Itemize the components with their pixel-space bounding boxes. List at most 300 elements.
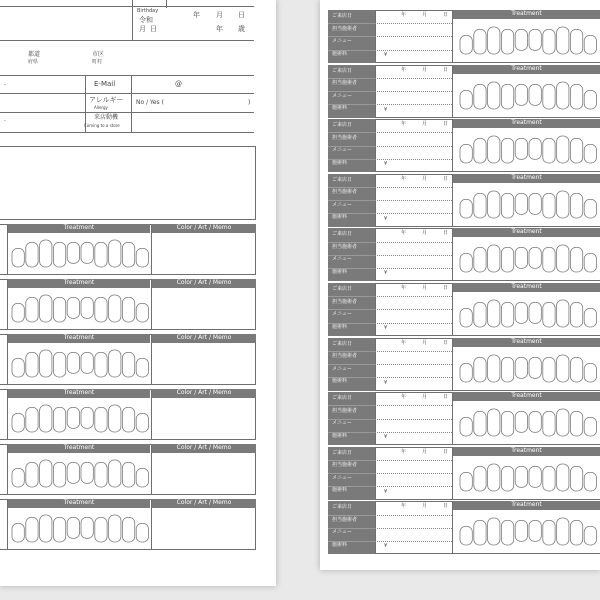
nail-outline: [40, 240, 52, 267]
date-year: 年: [401, 121, 407, 128]
nail-outline: [584, 472, 596, 491]
nail-diagram: [10, 292, 148, 322]
rule: [151, 224, 152, 275]
treatment-header: Treatment: [453, 283, 600, 292]
right-treatment-row[interactable]: [328, 228, 600, 281]
nail-outline: [460, 145, 472, 164]
price-yen: ¥: [384, 543, 388, 550]
dotted-rule: [375, 309, 452, 310]
nail-outline: [81, 297, 93, 318]
row-label: ご来店日: [332, 122, 353, 129]
rule: [328, 213, 375, 214]
treatment-header: Treatment: [8, 279, 150, 288]
right-treatment-row[interactable]: [328, 447, 600, 500]
nail-outline: [529, 521, 541, 542]
nail-outline: [26, 517, 38, 542]
nail-outline: [95, 407, 107, 432]
nail-outline: [460, 363, 472, 382]
row-label: 担当施術者: [332, 353, 358, 360]
rule: [328, 200, 375, 201]
date-month: 月: [422, 503, 428, 510]
nail-outline: [122, 462, 134, 487]
date-day: 日: [443, 285, 449, 291]
rule: [328, 377, 375, 378]
nail-outline: [584, 145, 596, 164]
choson-label: 町村: [92, 59, 103, 65]
nail-outline: [529, 29, 541, 50]
rule: [328, 78, 375, 79]
treatment-header: Treatment: [453, 392, 600, 401]
nail-outline: [109, 240, 121, 267]
nail-outline: [122, 242, 134, 267]
nail-outline: [570, 357, 582, 382]
nail-outline: [570, 466, 582, 491]
nail-outline: [515, 302, 527, 323]
rule: [328, 159, 375, 160]
nail-outline: [136, 468, 148, 487]
rule: [328, 268, 375, 269]
nail-outline: [529, 466, 541, 487]
nail-outline: [570, 139, 582, 164]
rule: [328, 473, 375, 474]
nail-outline: [557, 355, 569, 382]
rule: [328, 23, 375, 24]
nail-outline: [109, 295, 121, 322]
memo-header: Color / Art / Memo: [152, 499, 256, 508]
rule: [151, 334, 152, 385]
nail-outline: [40, 405, 52, 432]
nail-outline: [53, 462, 65, 487]
dotted-rule: [375, 36, 452, 37]
nail-outline: [488, 355, 500, 382]
nail-outline: [53, 242, 65, 267]
date-month: 月: [422, 230, 428, 237]
nail-outline: [122, 352, 134, 377]
nail-outline: [529, 412, 541, 433]
nail-outline: [570, 302, 582, 327]
dotted-rule: [375, 296, 452, 297]
row-label: 担当施術者: [332, 516, 358, 523]
left-treatment-row[interactable]: [0, 279, 256, 330]
row-label: ご来店日: [332, 504, 353, 511]
price-yen: ¥: [384, 379, 388, 386]
nail-outline: [543, 412, 555, 437]
right-treatment-row[interactable]: [328, 283, 600, 336]
row-label: ご来店日: [332, 449, 353, 456]
date-year: 年: [401, 394, 407, 401]
nail-outline: [67, 352, 79, 373]
dotted-rule: [375, 91, 452, 92]
dotted-rule: [375, 213, 452, 214]
nail-outline: [515, 521, 527, 542]
nail-outline: [488, 300, 500, 327]
dotted-rule: [375, 78, 452, 79]
dotted-rule: [375, 419, 452, 420]
month-label-2: 月: [216, 11, 223, 19]
day-label-2: 日: [238, 11, 245, 19]
nail-outline: [515, 248, 527, 269]
row-label: メニュー: [332, 420, 353, 427]
nail-outline: [474, 248, 486, 273]
nail-outline: [136, 523, 148, 542]
price-yen: ¥: [384, 106, 388, 113]
nail-outline: [501, 412, 513, 437]
dotted-rule: [375, 460, 452, 461]
rule: [328, 419, 375, 420]
rule: [7, 499, 8, 550]
date-month: 月: [422, 121, 428, 128]
date-year: 年: [401, 285, 407, 291]
rule: [328, 309, 375, 310]
nail-outline: [53, 517, 65, 542]
nail-outline: [81, 517, 93, 538]
nail-outline: [474, 193, 486, 218]
nail-diagram: [458, 515, 596, 545]
nail-outline: [81, 462, 93, 483]
nail-outline: [570, 248, 582, 273]
nail-outline: [12, 468, 24, 487]
nail-outline: [570, 193, 582, 218]
nail-outline: [501, 248, 513, 273]
nail-outline: [12, 358, 24, 377]
rule: [328, 146, 375, 147]
right-treatment-record: [320, 0, 600, 570]
nail-outline: [460, 472, 472, 491]
nail-outline: [460, 308, 472, 327]
price-yen: ¥: [384, 52, 388, 58]
nail-outline: [501, 357, 513, 382]
rule: [328, 432, 375, 433]
nail-outline: [460, 35, 472, 54]
rule: [328, 405, 375, 406]
nail-outline: [474, 84, 486, 109]
row-label: 担当施術者: [332, 189, 358, 196]
rule: [7, 389, 8, 440]
row-label: 担当施術者: [332, 407, 358, 414]
nail-outline: [557, 518, 569, 545]
nail-diagram: [10, 512, 148, 542]
memo-box[interactable]: [0, 146, 256, 220]
nail-outline: [515, 193, 527, 214]
nail-outline: [501, 302, 513, 327]
nail-outline: [53, 407, 65, 432]
nail-outline: [570, 521, 582, 546]
nail-outline: [501, 521, 513, 546]
nail-outline: [570, 84, 582, 109]
date-month: 月: [422, 12, 428, 18]
nail-outline: [584, 199, 596, 218]
nail-outline: [109, 460, 121, 487]
nail-outline: [460, 418, 472, 437]
left-treatment-row[interactable]: [0, 224, 256, 275]
right-treatment-row[interactable]: [328, 338, 600, 391]
rule: [328, 460, 375, 461]
nail-outline: [67, 297, 79, 318]
row-label: 施術料: [332, 541, 348, 548]
nail-outline: [460, 254, 472, 273]
date-month: 月: [422, 285, 428, 291]
nail-diagram: [10, 402, 148, 432]
date-day: 日: [443, 503, 449, 510]
nail-outline: [488, 27, 500, 54]
nail-outline: [12, 248, 24, 267]
nail-outline: [488, 409, 500, 436]
rule: [328, 486, 375, 487]
nail-diagram: [458, 242, 596, 272]
nail-outline: [474, 466, 486, 491]
reiwa-label: 令和: [139, 16, 153, 24]
nail-outline: [488, 136, 500, 163]
nail-outline: [557, 464, 569, 491]
right-treatment-row[interactable]: [328, 174, 600, 227]
right-treatment-row[interactable]: [328, 119, 600, 172]
left-treatment-row[interactable]: [0, 444, 256, 495]
price-yen: ¥: [384, 215, 388, 222]
price-yen: ¥: [384, 270, 388, 277]
row-label: メニュー: [332, 256, 353, 263]
nail-outline: [53, 352, 65, 377]
nail-outline: [474, 412, 486, 437]
date-day: 日: [443, 12, 449, 18]
visit-label: 来店動機: [94, 114, 119, 121]
nail-outline: [584, 527, 596, 546]
treatment-header: Treatment: [8, 389, 150, 398]
nail-outline: [81, 352, 93, 373]
dotted-rule: [375, 268, 452, 269]
rule: [151, 279, 152, 330]
rule: [7, 279, 8, 330]
price-yen: ¥: [384, 488, 388, 495]
nail-diagram: [458, 188, 596, 218]
rule: [151, 499, 152, 550]
rule: [7, 444, 8, 495]
row-label: 担当施術者: [332, 134, 358, 141]
nail-outline: [543, 29, 555, 54]
nail-outline: [515, 466, 527, 487]
nail-outline: [460, 527, 472, 546]
rule: [131, 75, 132, 132]
treatment-header: Treatment: [8, 224, 150, 233]
rule: [328, 541, 375, 542]
nail-outline: [529, 357, 541, 378]
rule: [7, 224, 8, 275]
dotted-rule: [375, 432, 452, 433]
nail-outline: [67, 517, 79, 538]
nail-outline: [543, 521, 555, 546]
nail-outline: [40, 350, 52, 377]
nail-outline: [122, 517, 134, 542]
nail-outline: [12, 303, 24, 322]
date-day: 日: [443, 66, 449, 73]
right-treatment-row[interactable]: [328, 10, 600, 63]
nail-outline: [109, 350, 121, 377]
todofuken-label: 都道: [28, 51, 41, 58]
left-treatment-row[interactable]: [0, 389, 256, 440]
right-treatment-row[interactable]: [328, 501, 600, 554]
nail-diagram: [458, 352, 596, 382]
nail-outline: [67, 242, 79, 263]
nail-outline: [26, 352, 38, 377]
month-label: 月: [139, 25, 146, 33]
nail-outline: [26, 297, 38, 322]
nail-diagram: [458, 297, 596, 327]
nail-diagram: [10, 347, 148, 377]
visit-en-label: Coming to a store: [84, 123, 120, 128]
nail-outline: [557, 82, 569, 109]
dotted-rule: [375, 405, 452, 406]
nail-outline: [40, 460, 52, 487]
dotted-rule: [375, 541, 452, 542]
date-day: 日: [443, 394, 449, 401]
nail-outline: [474, 139, 486, 164]
dotted-rule: [375, 473, 452, 474]
nail-outline: [488, 82, 500, 109]
nail-outline: [488, 464, 500, 491]
nail-outline: [95, 517, 107, 542]
left-customer-card: [0, 0, 276, 586]
date-month: 月: [422, 339, 428, 346]
rule: [328, 104, 375, 105]
margin-mark: -: [4, 118, 6, 124]
treatment-header: Treatment: [453, 119, 600, 128]
rule: [328, 91, 375, 92]
nail-outline: [122, 407, 134, 432]
nail-outline: [515, 139, 527, 160]
row-label: ご来店日: [332, 67, 353, 74]
date-year: 年: [401, 12, 407, 18]
dotted-rule: [375, 159, 452, 160]
dotted-rule: [375, 364, 452, 365]
dotted-rule: [375, 104, 452, 105]
treatment-header: Treatment: [453, 65, 600, 74]
nail-outline: [12, 523, 24, 542]
dotted-rule: [375, 200, 452, 201]
nail-outline: [529, 248, 541, 269]
date-day: 日: [443, 339, 449, 346]
row-label: メニュー: [332, 92, 353, 99]
nail-outline: [543, 466, 555, 491]
nail-outline: [109, 405, 121, 432]
nail-outline: [570, 412, 582, 437]
right-treatment-row[interactable]: [328, 392, 600, 445]
date-day: 日: [443, 230, 449, 237]
rule: [0, 132, 254, 133]
nail-outline: [67, 462, 79, 483]
nail-outline: [40, 515, 52, 542]
rule: [328, 36, 375, 37]
nail-outline: [460, 90, 472, 109]
date-year: 年: [401, 339, 407, 346]
rule: [7, 334, 8, 385]
nail-diagram: [458, 133, 596, 163]
nail-outline: [12, 413, 24, 432]
rule: [166, 0, 167, 8]
memo-header: Color / Art / Memo: [152, 444, 256, 453]
allergy-en-label: Allergy: [94, 105, 108, 110]
date-month: 月: [422, 66, 428, 73]
nail-outline: [543, 139, 555, 164]
nail-outline: [95, 242, 107, 267]
date-day: 日: [443, 448, 449, 455]
nail-outline: [529, 302, 541, 323]
memo-header: Color / Art / Memo: [152, 224, 256, 233]
nail-outline: [95, 352, 107, 377]
treatment-header: Treatment: [453, 501, 600, 510]
nail-outline: [584, 254, 596, 273]
nail-outline: [529, 84, 541, 105]
year-small: 年: [216, 25, 223, 33]
day-label: 日: [150, 25, 157, 33]
allergy-close-paren: ): [248, 99, 251, 106]
nail-outline: [584, 308, 596, 327]
nail-outline: [584, 90, 596, 109]
dotted-rule: [375, 486, 452, 487]
price-yen: ¥: [384, 325, 388, 331]
nail-outline: [543, 248, 555, 273]
nail-outline: [136, 303, 148, 322]
row-label: 施術料: [332, 214, 348, 221]
nail-outline: [488, 191, 500, 218]
nail-diagram: [458, 461, 596, 491]
row-label: 施術料: [332, 432, 348, 439]
rule: [328, 351, 375, 352]
birthday-label: Birthday: [137, 8, 159, 14]
nail-outline: [529, 139, 541, 160]
rule: [0, 93, 254, 94]
nail-outline: [515, 412, 527, 433]
rule: [328, 528, 375, 529]
row-label: ご来店日: [332, 395, 353, 402]
dotted-rule: [375, 242, 452, 243]
nail-outline: [543, 193, 555, 218]
left-treatment-row[interactable]: [0, 334, 256, 385]
email-label: E-Mail: [94, 80, 116, 88]
row-label: メニュー: [332, 311, 353, 317]
dotted-rule: [375, 323, 452, 324]
nail-outline: [136, 358, 148, 377]
date-year: 年: [401, 230, 407, 237]
date-year: 年: [401, 175, 407, 182]
row-label: ご来店日: [332, 340, 353, 347]
nail-outline: [95, 462, 107, 487]
rule: [328, 515, 375, 516]
nail-outline: [584, 418, 596, 437]
rule: [328, 296, 375, 297]
rule: [328, 132, 375, 133]
row-label: 施術料: [332, 378, 348, 385]
left-treatment-row[interactable]: [0, 499, 256, 550]
nail-outline: [474, 521, 486, 546]
nail-outline: [557, 300, 569, 327]
nail-outline: [109, 515, 121, 542]
nail-outline: [557, 27, 569, 54]
nail-outline: [515, 357, 527, 378]
right-treatment-row[interactable]: [328, 65, 600, 118]
row-label: 施術料: [332, 323, 348, 330]
date-month: 月: [422, 175, 428, 182]
nail-outline: [501, 29, 513, 54]
row-label: メニュー: [332, 147, 353, 154]
rule: [328, 255, 375, 256]
date-day: 日: [443, 121, 449, 128]
memo-header: Color / Art / Memo: [152, 334, 256, 343]
dotted-rule: [375, 515, 452, 516]
dotted-rule: [375, 351, 452, 352]
rule: [0, 40, 254, 41]
row-label: ご来店日: [332, 286, 353, 292]
nail-outline: [136, 248, 148, 267]
price-yen: ¥: [384, 434, 388, 441]
